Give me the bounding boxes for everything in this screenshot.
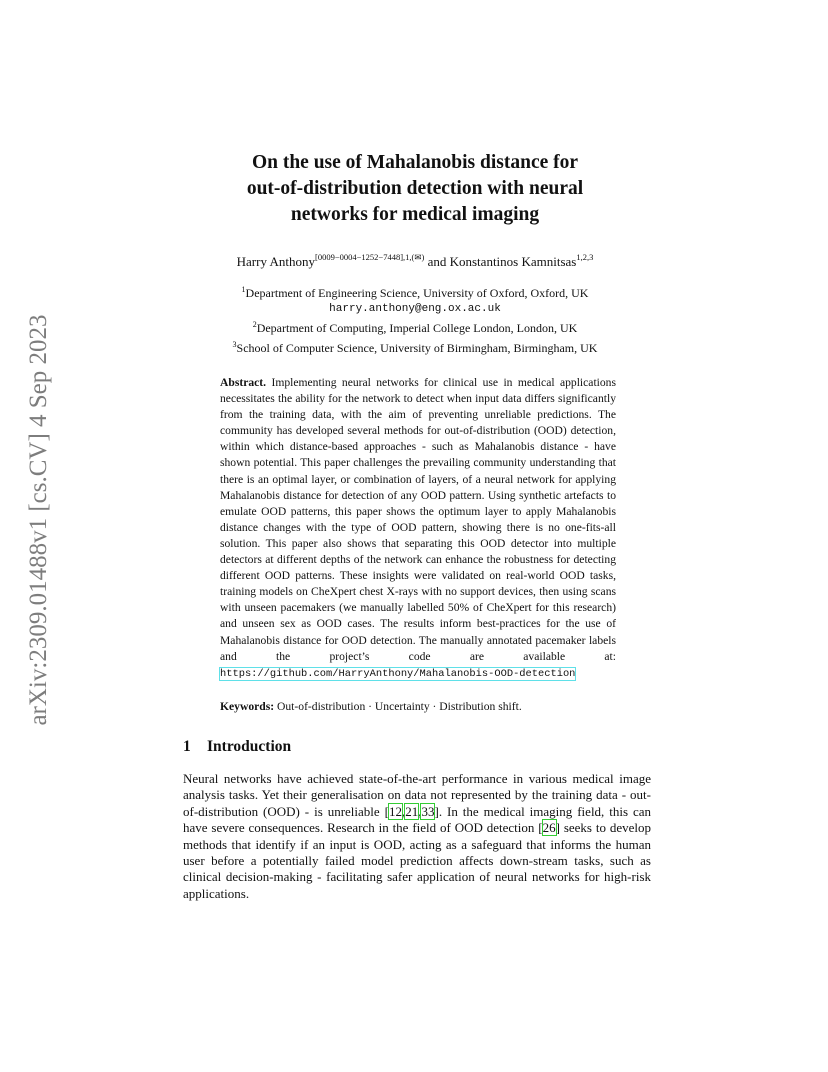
affiliation-3 [150, 337, 680, 357]
keywords [220, 700, 522, 713]
citation-link-21[interactable]: 21 [405, 803, 419, 819]
title-line-1: On the use of Mahalanobis distance for [251, 152, 579, 173]
arxiv-side-stamp [14, 290, 64, 750]
affiliation-1 [150, 282, 680, 302]
citation-link-33[interactable]: 33 [421, 803, 435, 819]
citation-separator: , [418, 803, 422, 819]
abstract-body: Implementing neural networks for clinical use in medical applications necessitates the ability for the network to detect when input data differs significantly from the training data, with the aim of preventing unreliable predictions. The community has developed several methods for out-of-distribution (OOD) detection, within which distance-based approaches - such as Mahalanobis distance - have shown potential. This paper challenges the prevailing community understanding that there is an optimal layer, or combination of layers, of a neural network for applying Mahalanobis distance for detection of any OOD pattern. Using synthetic artefacts to emulate OOD patterns, this paper shows the optimum layer to apply Mahalanobis distance changes with the type of OOD pattern, showing there is no one-fits-all solution. This paper also shows that separating this OOD detector into multiple detectors at different depths of the network can enhance the robustness for detecting different OOD patterns. These insights were validated on real-world OOD tasks, training models on CheXpert chest X-rays with no support devices, then using scans with unseen pacemakers (we manually labelled 50% of CheXpert for this research) and unseen sex as OOD cases. The results inform best-practices for the use of Mahalanobis distance for OOD detection. The manually annotated pacemaker labels and the project’s code are available at: [220, 376, 616, 663]
affiliation-3-marker: 3 [232, 339, 237, 349]
affiliation-2-text: Department of Computing, Imperial College London, London, UK [256, 321, 578, 335]
author-email: harry.anthony@eng.ox.ac.uk [329, 302, 501, 315]
title-line-2: out-of-distribution detection with neural [246, 178, 584, 199]
arxiv-identifier: arXiv:2309.01488v1 [cs.CV] 4 Sep 2023 [25, 314, 52, 726]
section-title: Introduction [207, 738, 292, 755]
intro-text-3: seeks to develop methods that identify if an input is OOD, acting as a safeguard that informs the human user before a potentially failed model prediction affects down-stream tasks, such as clinical decision-making - facilitating safer application of neural networks for high-risk applications. [183, 820, 651, 901]
citation-bracket-close: ] [555, 820, 560, 836]
citation-bracket-open: [ [384, 803, 389, 819]
citation-separator: , [401, 803, 406, 819]
citation-bracket-open: [ [538, 820, 543, 836]
author-2-name: Konstantinos Kamnitsas [449, 254, 577, 269]
abstract-label: Abstract. [220, 376, 267, 389]
section-heading [183, 738, 291, 756]
affiliations [150, 282, 680, 356]
citation-link-26[interactable]: 26 [542, 820, 556, 836]
title-line-3: networks for medical imaging [290, 204, 540, 225]
affiliation-1-marker: 1 [241, 285, 246, 294]
affiliation-2 [150, 317, 680, 337]
intro-text-2: . In the medical imaging field, this can have severe consequences. Research in the field of OOD detection [183, 803, 652, 836]
github-link[interactable]: https://github.com/HarryAnthony/Mahalanobis-OOD-detection [220, 667, 576, 680]
author-1-superscript: [0009−0004−1252−7448],1,(✉) [315, 252, 425, 262]
affiliation-3-text: School of Computer Science, University of Birmingham, Birmingham, UK [236, 340, 598, 355]
paper-title [150, 150, 680, 228]
citation-link-12[interactable]: 12 [388, 803, 402, 819]
citation-bracket-close: ] [434, 803, 439, 819]
keywords-text: Out-of-distribution · Uncertainty · Distribution shift. [277, 700, 522, 713]
intro-paragraph [183, 771, 651, 902]
affiliation-1-text: Department of Engineering Science, University of Oxford, Oxford, UK [245, 286, 589, 300]
author-2-superscript: 1,2,3 [576, 252, 594, 262]
intro-text-1: Neural networks have achieved state-of-the-art performance in various medical image analysis tasks. Yet their generalisation on data not represented by the training data - out-of-distribution (OOD) - is unreliable [183, 771, 651, 819]
affiliation-2-marker: 2 [252, 320, 257, 329]
keywords-label: Keywords: [220, 700, 275, 713]
author-joiner: and [424, 254, 450, 269]
author-1-name: Harry Anthony [236, 254, 315, 269]
abstract [220, 375, 616, 682]
section-number: 1 [183, 738, 191, 755]
author-list [150, 252, 680, 270]
